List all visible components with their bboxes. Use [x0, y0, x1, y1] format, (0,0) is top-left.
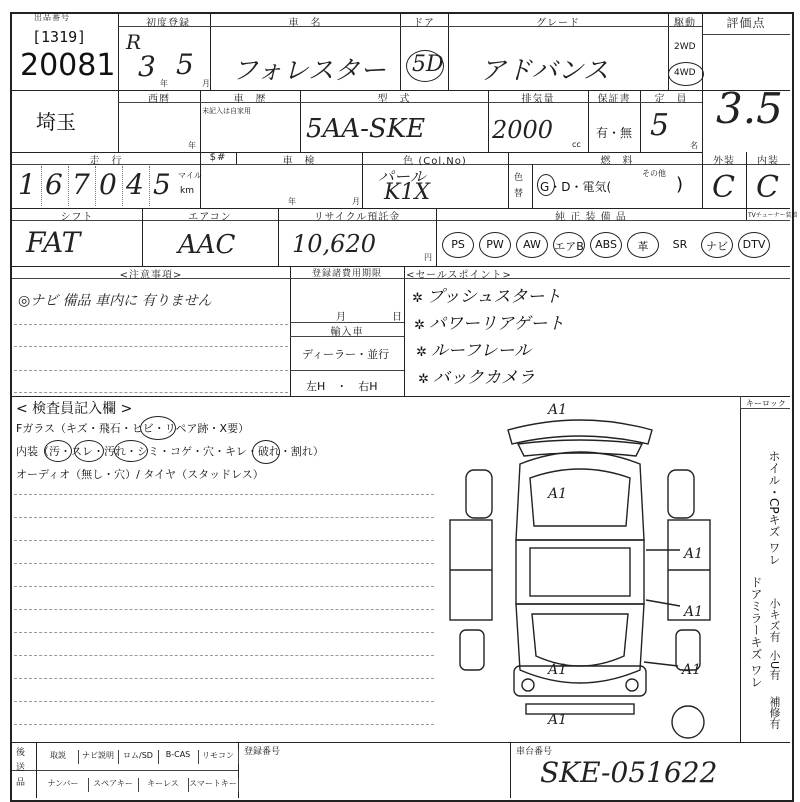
sales-points-label: <セールスポイント> [406, 270, 512, 281]
color-label: 色 (Col.No) [403, 156, 467, 167]
chassis-number-label: 車台番号 [516, 747, 553, 757]
first-reg-year-unit: 年 [160, 79, 168, 88]
fuel-label: 燃 料 [600, 156, 634, 167]
interior-circle-1 [44, 440, 72, 462]
side-scratch-label: 小キズ有 [768, 598, 781, 642]
recycle-fee: 10,620 [292, 230, 376, 258]
car-name: フォレスター [232, 56, 386, 86]
first-reg-month-unit: 月 [202, 79, 210, 88]
after-item: スマートキー [188, 778, 239, 792]
inspector-line-glass: Fガラス（キズ・飛石・ヒビ・リペア跡・X要） [16, 422, 250, 435]
mileage-digit: 6 [45, 168, 63, 201]
score-label: 評価点 [726, 16, 766, 30]
equipment-item: SR [672, 238, 688, 251]
score: 3.5 [716, 84, 783, 133]
mileage-digit: 7 [72, 168, 90, 201]
equipment-item: PW [486, 238, 504, 251]
mileage-digit: 5 [153, 168, 171, 201]
sharp-label: $# [209, 152, 227, 163]
damage-mark: A1 [548, 662, 568, 678]
damage-mark: A1 [548, 402, 568, 418]
door-label: ドア [413, 18, 435, 29]
mileage-digit: 4 [126, 168, 144, 201]
after-items-top [38, 744, 238, 768]
western-year-label: 西暦 [148, 94, 170, 105]
inspection-label: 車 検 [282, 156, 316, 167]
interior-grade: C [756, 170, 779, 205]
damage-mark: A1 [684, 604, 704, 620]
model-label: 型 式 [377, 94, 411, 105]
side-repair-label: 補修有 [768, 696, 781, 729]
tv-tuner-label: TVチューナー装着 [748, 212, 798, 219]
history-note: 未記入は自家用 [202, 107, 251, 115]
lot-number-label: 出品番号 [34, 13, 70, 22]
displacement-label: 排気量 [521, 94, 555, 105]
interior-circle-2 [74, 440, 104, 462]
history-label: 車 歴 [233, 94, 267, 105]
inspector-line-interior: 内装（汚・スレ・汚れ・シミ・コゲ・穴・キレ・破れ・割れ） [16, 445, 324, 458]
door-circle [406, 50, 444, 82]
mileage-unit-mile: マイル [178, 171, 202, 180]
drive-label: 駆動 [674, 18, 696, 29]
damage-mark: A1 [682, 662, 702, 678]
prefecture: 埼玉 [36, 110, 76, 134]
equipment-item: ABS [595, 238, 617, 251]
color-change-label: 色替 [514, 173, 524, 199]
first-reg-year: 3 [138, 50, 156, 83]
side-door-label: ドアミラーキズ ワレ [749, 576, 763, 688]
registration-month: 月 [336, 312, 346, 323]
warranty-label: 保証書 [597, 94, 631, 105]
registration-number-label: 登録番号 [244, 747, 281, 757]
exterior-label: 外装 [713, 156, 735, 167]
equipment-item: ナビ [706, 240, 728, 253]
recycle-label: リサイクル預託金 [313, 212, 401, 223]
after-item: B-CAS [158, 750, 199, 764]
after-item: リモコン [198, 750, 239, 764]
shift-label: シフト [60, 212, 94, 223]
interior-circle-3 [114, 440, 148, 462]
aircon-type: AAC [178, 230, 236, 260]
equipment-item: エアB [554, 240, 584, 253]
fuel-options: G・D・電気( [540, 180, 612, 194]
western-year-suffix: 年 [188, 141, 196, 150]
inspector-line-audio: オーディオ（無し・穴）/ タイヤ（スタッドレス） [16, 468, 264, 481]
keylock-label: キーロック [746, 399, 786, 408]
damage-mark: A1 [684, 546, 704, 562]
fuel-close: ) [676, 174, 684, 195]
after-item: ナンバー [38, 778, 89, 792]
inspector-lines [14, 488, 434, 738]
fuel-gasoline-circle [537, 174, 555, 196]
capacity-label: 定 員 [654, 94, 688, 105]
drive-4wd-circle [668, 62, 704, 86]
glass-chip-circle [140, 416, 176, 440]
after-items-label: 後送品 [16, 748, 26, 788]
mileage-digits [14, 166, 180, 206]
first-registration-label: 初度登録 [146, 18, 190, 29]
inspector-title: < 検査員記入欄 > [16, 401, 133, 417]
after-items-bottom [38, 772, 238, 796]
mileage-digit: 1 [18, 168, 36, 201]
lot-sub-number: [1319] [32, 28, 87, 46]
displacement: 2000 [492, 116, 554, 144]
damage-mark: A1 [548, 486, 568, 502]
after-item: ロム/SD [118, 750, 159, 764]
door-count: 5D [412, 52, 444, 77]
model-code: 5AA-SKE [306, 114, 426, 144]
equipment-item: DTV [742, 238, 766, 251]
capacity-unit: 名 [690, 141, 698, 150]
mileage-label: 走 行 [89, 156, 123, 167]
equipment-list [438, 228, 788, 262]
car-name-label: 車 名 [288, 18, 322, 29]
warranty-options: 有・無 [596, 126, 633, 140]
caution-label: <注意事項> [119, 270, 183, 281]
dealer-parallel: ディーラー・並行 [302, 348, 390, 361]
equipment-label: 純 正 装 備 品 [555, 212, 627, 223]
caution-text: ◎ナビ 備品 車内に 有りません [18, 293, 212, 309]
mileage-digit: 0 [99, 168, 117, 201]
side-wheel-label: ホイル・CPキズ ワレ [767, 450, 781, 566]
color-code: K1X [384, 180, 431, 205]
drive-4wd: 4WD [674, 68, 696, 78]
chassis-number: SKE-051622 [540, 756, 718, 789]
inspection-month: 月 [352, 197, 360, 206]
exterior-grade: C [712, 170, 735, 205]
equipment-item: PS [451, 238, 465, 251]
interior-label: 内装 [757, 156, 779, 167]
shift-type: FAT [26, 226, 81, 259]
grade-label: グレード [536, 18, 580, 29]
sales-point: ✲ バックカメラ [418, 363, 535, 388]
sales-point: ✲ ルーフレール [416, 336, 531, 361]
aircon-label: エアコン [188, 212, 232, 223]
after-item: 取説 [38, 750, 79, 764]
side-dent-label: 小U有 [768, 650, 781, 681]
grade: アドバンス [480, 56, 609, 86]
fuel-other: その他 [642, 169, 666, 178]
recycle-unit: 円 [424, 253, 432, 262]
sales-point: ✲ パワーリアゲート [414, 309, 564, 334]
drive-2wd: 2WD [674, 42, 696, 52]
first-reg-era: R [126, 30, 142, 54]
lot-number: 20081 [20, 48, 116, 83]
inspection-year: 年 [288, 197, 296, 206]
displacement-unit: cc [572, 140, 581, 149]
capacity: 5 [650, 108, 670, 143]
sales-points-list [412, 282, 782, 394]
registration-day: 日 [392, 312, 402, 323]
equipment-item: AW [523, 238, 541, 251]
equipment-item: 革 [637, 240, 649, 253]
mileage-unit-km: km [180, 186, 194, 196]
damage-mark-rear: A1 [548, 712, 568, 728]
first-reg-month: 5 [176, 48, 194, 81]
interior-circle-4 [252, 440, 280, 464]
import-label: 輸入車 [330, 327, 364, 338]
sales-point: ✲ プッシュスタート [412, 282, 561, 307]
after-item: スペアキー [88, 778, 139, 792]
registration-fee-label: 登録諸費用期限 [311, 269, 382, 279]
steering-side: 左H ・ 右H [306, 380, 378, 393]
damage-marks [430, 400, 730, 740]
after-item: キーレス [138, 778, 189, 792]
color-name: パール [378, 167, 426, 186]
after-item: ナビ説明 [78, 750, 119, 764]
